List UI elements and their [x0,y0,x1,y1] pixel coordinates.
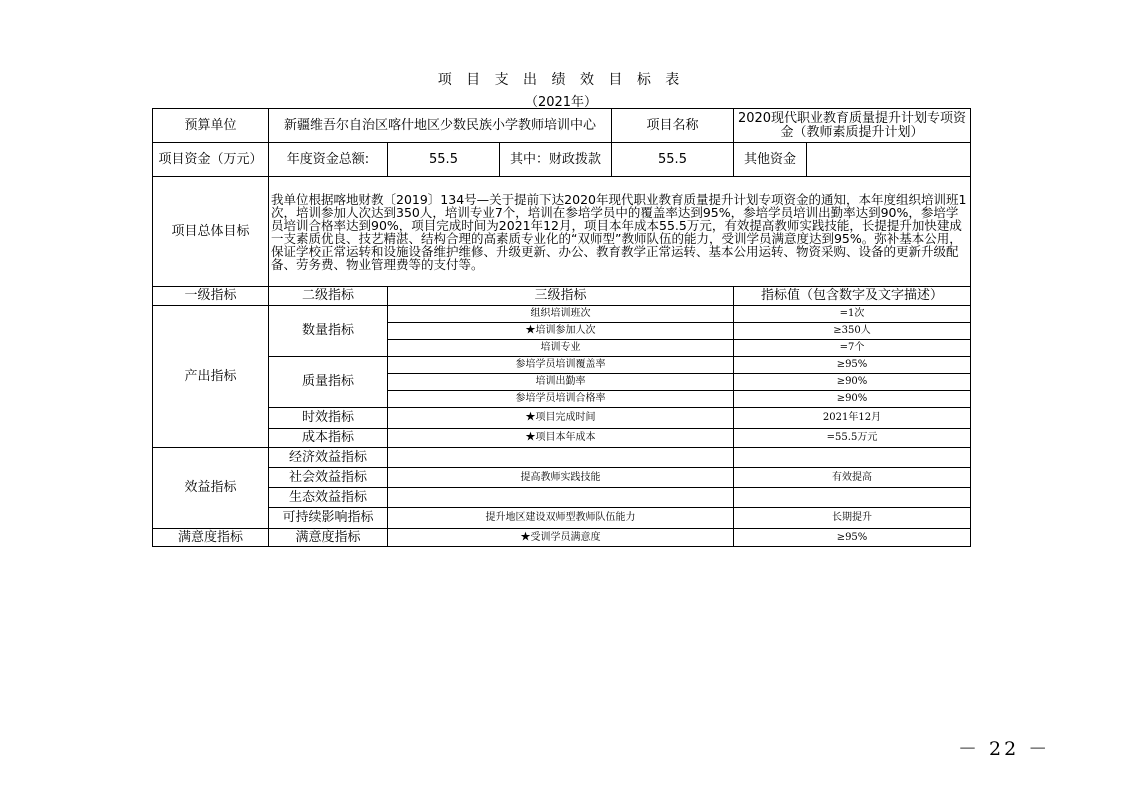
budget-unit-value: 新疆维吾尔自治区喀什地区少数民族小学教师培训中心 [269,109,612,143]
indicator-name: ★项目完成时间 [388,408,734,429]
indicator-name: ★项目本年成本 [388,429,734,448]
budget-unit-label: 预算单位 [153,109,269,143]
level2-timeliness: 时效指标 [269,408,388,429]
level2-social: 社会效益指标 [269,468,388,488]
table-year: （2021年） [524,95,598,110]
level2-cost: 成本指标 [269,429,388,448]
indicator-value: ≥350人 [734,323,971,340]
indicator-name: ★培训参加人次 [388,323,734,340]
col-header-level3: 三级指标 [388,287,734,306]
level2-ecological: 生态效益指标 [269,488,388,508]
indicator-name: 组织培训班次 [388,306,734,323]
level2-quantity: 数量指标 [269,306,388,357]
indicator-name: 参培学员培训覆盖率 [388,357,734,374]
project-name-value: 2020现代职业教育质量提升计划专项资金（教师素质提升计划） [734,109,971,143]
other-funds-value [807,143,971,177]
performance-table [152,108,971,547]
indicator-name: 培训专业 [388,340,734,357]
indicator-value: ≥95% [734,529,971,547]
indicator-value: =1次 [734,306,971,323]
indicator-name: 提高教师实践技能 [388,468,734,488]
indicator-value: 有效提高 [734,468,971,488]
indicator-value: 长期提升 [734,508,971,529]
other-funds-label: 其他资金 [734,143,807,177]
indicator-value: 2021年12月 [734,408,971,429]
col-header-level1: 一级指标 [153,287,269,306]
level2-satisfaction: 满意度指标 [269,529,388,547]
indicator-name: ★受训学员满意度 [388,529,734,547]
funds-label: 项目资金（万元） [153,143,269,177]
indicator-name [388,488,734,508]
annual-total-label: 年度资金总额: [269,143,388,177]
indicator-name: 提升地区建设双师型教师队伍能力 [388,508,734,529]
indicator-name: 参培学员培训合格率 [388,391,734,408]
level2-economic: 经济效益指标 [269,448,388,468]
level2-sustainable: 可持续影响指标 [269,508,388,529]
col-header-value: 指标值（包含数字及文字描述） [734,287,971,306]
indicator-value: ≥90% [734,374,971,391]
indicator-value: ≥95% [734,357,971,374]
goal-label: 项目总体目标 [153,177,269,287]
finance-label: 其中：财政拨款 [500,143,612,177]
project-name-label: 项目名称 [612,109,734,143]
page-number: － 22 － [958,738,1051,760]
level2-quality: 质量指标 [269,357,388,408]
col-header-level2: 二级指标 [269,287,388,306]
indicator-name [388,448,734,468]
indicator-value [734,448,971,468]
table-title: 项 目 支 出 绩 效 目 标 表 [437,72,685,88]
annual-total-value: 55.5 [388,143,500,177]
indicator-value: =55.5万元 [734,429,971,448]
level1-benefit: 效益指标 [153,448,269,529]
indicator-name: 培训出勤率 [388,374,734,391]
indicator-value [734,488,971,508]
level1-satisfaction: 满意度指标 [153,529,269,547]
finance-value: 55.5 [612,143,734,177]
indicator-value: =7个 [734,340,971,357]
goal-text: 我单位根据喀地财教〔2019〕134号—关于提前下达2020年现代职业教育质量提升计划专项资金的通知，本年度组织培训班1次，培训参加人次达到350人，培训专业7个，培训在参培学员中的覆盖率达到95%，参培学员培训出勤率达到90%，参培学员培训合格率达到90%，项目完成时间为2021年12月，项目本年成本55.5万元，有效提高教师实践技能，长提提升加快建成一支素质优良、技艺精湛、结构合理的高素质专业化的“双师型”教师队伍的能力，受训学员满意度达到95%。弥补基本公用，保证学校正常运转和设施设备维护维修、升级更新、办公、教育教学正常运转、基本公用运转、物资采购、设备的更新升级配备、劳务费、物业管理费等的支付等。 [269,177,971,287]
level1-output: 产出指标 [153,306,269,448]
indicator-value: ≥90% [734,391,971,408]
